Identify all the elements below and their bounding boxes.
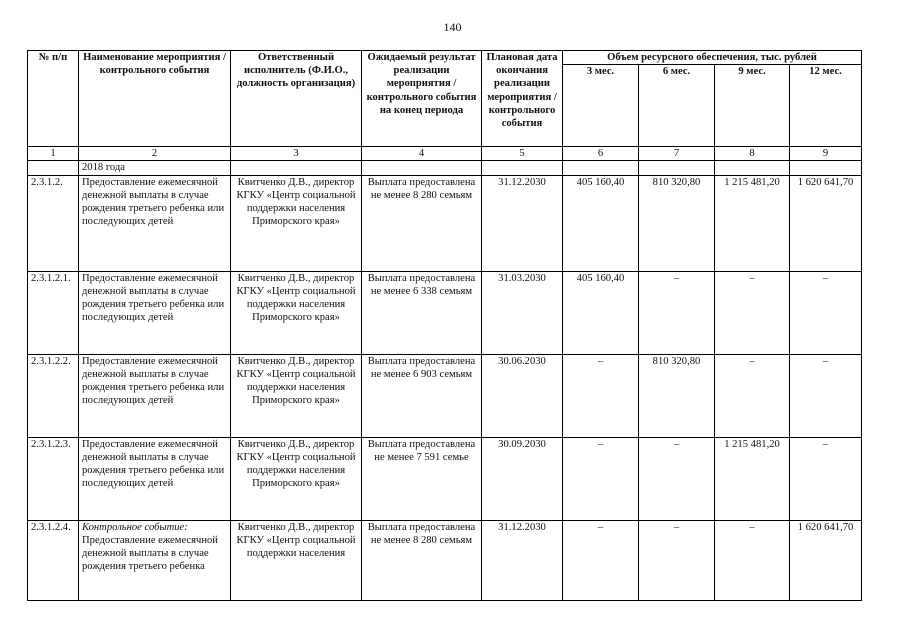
header-volume-group: Объем ресурсного обеспечения, тыс. рублей	[563, 51, 862, 65]
row-number: 2.3.1.2.3.	[28, 437, 79, 520]
row-name	[79, 520, 231, 600]
row-name: Предоставление ежемесячной денежной выплаты в случае рождения третьего ребенка или последующих детей	[79, 271, 231, 354]
row-date: 30.06.2030	[482, 354, 563, 437]
row-9-months: –	[715, 520, 790, 600]
row-12-months: –	[790, 354, 862, 437]
header-3-months: 3 мес.	[563, 65, 639, 147]
row-date: 31.03.2030	[482, 271, 563, 354]
row-expected: Выплата предоставлена не менее 6 338 семьям	[362, 271, 482, 354]
header-9-months: 9 мес.	[715, 65, 790, 147]
row-responsible: Квитченко Д.В., директор КГКУ «Центр социальной поддержки населения Приморского края»	[231, 437, 362, 520]
row-date: 31.12.2030	[482, 175, 563, 271]
year-continuation-row	[28, 161, 862, 175]
header-6-months: 6 мес.	[639, 65, 715, 147]
row-number: 2.3.1.2.	[28, 175, 79, 271]
row-3-months: 405 160,40	[563, 271, 639, 354]
table-row	[28, 271, 862, 354]
row-number: 2.3.1.2.1.	[28, 271, 79, 354]
measures-table	[27, 50, 862, 601]
column-number: 9	[790, 147, 862, 161]
table-row	[28, 520, 862, 600]
row-name: Предоставление ежемесячной денежной выплаты в случае рождения третьего ребенка или последующих детей	[79, 354, 231, 437]
column-number: 2	[79, 147, 231, 161]
row-12-months: 1 620 641,70	[790, 520, 862, 600]
column-number: 7	[639, 147, 715, 161]
column-number: 6	[563, 147, 639, 161]
year-text: 2018 года	[79, 161, 231, 175]
row-expected: Выплата предоставлена не менее 6 903 семьям	[362, 354, 482, 437]
row-responsible: Квитченко Д.В., директор КГКУ «Центр социальной поддержки населения Приморского края»	[231, 271, 362, 354]
row-6-months: 810 320,80	[639, 354, 715, 437]
header-name: Наименование мероприятия / контрольного события	[79, 51, 231, 147]
row-3-months: 405 160,40	[563, 175, 639, 271]
row-3-months: –	[563, 520, 639, 600]
page-number: 140	[443, 20, 462, 34]
row-12-months: –	[790, 437, 862, 520]
row-6-months: 810 320,80	[639, 175, 715, 271]
column-number: 5	[482, 147, 563, 161]
header-12-months: 12 мес.	[790, 65, 862, 147]
header-num: № п/п	[28, 51, 79, 147]
row-6-months: –	[639, 520, 715, 600]
header-date: Плановая дата окончания реализации мероприятия / контрольного события	[482, 51, 563, 147]
row-date: 31.12.2030	[482, 520, 563, 600]
column-number: 3	[231, 147, 362, 161]
row-9-months: –	[715, 271, 790, 354]
row-12-months: 1 620 641,70	[790, 175, 862, 271]
row-responsible: Квитченко Д.В., директор КГКУ «Центр социальной поддержки населения Приморского края»	[231, 354, 362, 437]
row-number: 2.3.1.2.4.	[28, 520, 79, 600]
row-6-months: –	[639, 271, 715, 354]
row-responsible: Квитченко Д.В., директор КГКУ «Центр социальной поддержки населения Приморского края»	[231, 175, 362, 271]
row-9-months: 1 215 481,20	[715, 175, 790, 271]
header-expected: Ожидаемый результат реализации мероприятия / контрольного события на конец периода	[362, 51, 482, 147]
row-3-months: –	[563, 437, 639, 520]
row-name-text: Предоставление ежемесячной денежной выплаты в случае рождения третьего ребенка или последующих детей	[82, 176, 225, 228]
header-responsible: Ответственный исполнитель (Ф.И.О., должность организация)	[231, 51, 362, 147]
column-number: 4	[362, 147, 482, 161]
row-12-months: –	[790, 271, 862, 354]
row-3-months: –	[563, 354, 639, 437]
row-6-months: –	[639, 437, 715, 520]
table-row	[28, 175, 862, 271]
row-expected: Выплата предоставлена не менее 7 591 семье	[362, 437, 482, 520]
row-expected: Выплата предоставлена не менее 8 280 семьям	[362, 175, 482, 271]
table-row	[28, 354, 862, 437]
row-responsible: Квитченко Д.В., директор КГКУ «Центр социальной поддержки населения	[231, 520, 362, 600]
row-expected: Выплата предоставлена не менее 8 280 семьям	[362, 520, 482, 600]
row-name	[79, 175, 231, 271]
control-event-label: Контрольное событие:	[82, 521, 188, 533]
row-number: 2.3.1.2.2.	[28, 354, 79, 437]
row-date: 30.09.2030	[482, 437, 563, 520]
column-number-row	[28, 147, 862, 161]
column-number: 8	[715, 147, 790, 161]
table-row	[28, 437, 862, 520]
row-name: Предоставление ежемесячной денежной выплаты в случае рождения третьего ребенка или последующих детей	[79, 437, 231, 520]
row-name-text: Предоставление ежемесячной денежной выплаты в случае рождения третьего ребенка	[82, 534, 218, 573]
row-9-months: –	[715, 354, 790, 437]
row-9-months: 1 215 481,20	[715, 437, 790, 520]
column-number: 1	[28, 147, 79, 161]
